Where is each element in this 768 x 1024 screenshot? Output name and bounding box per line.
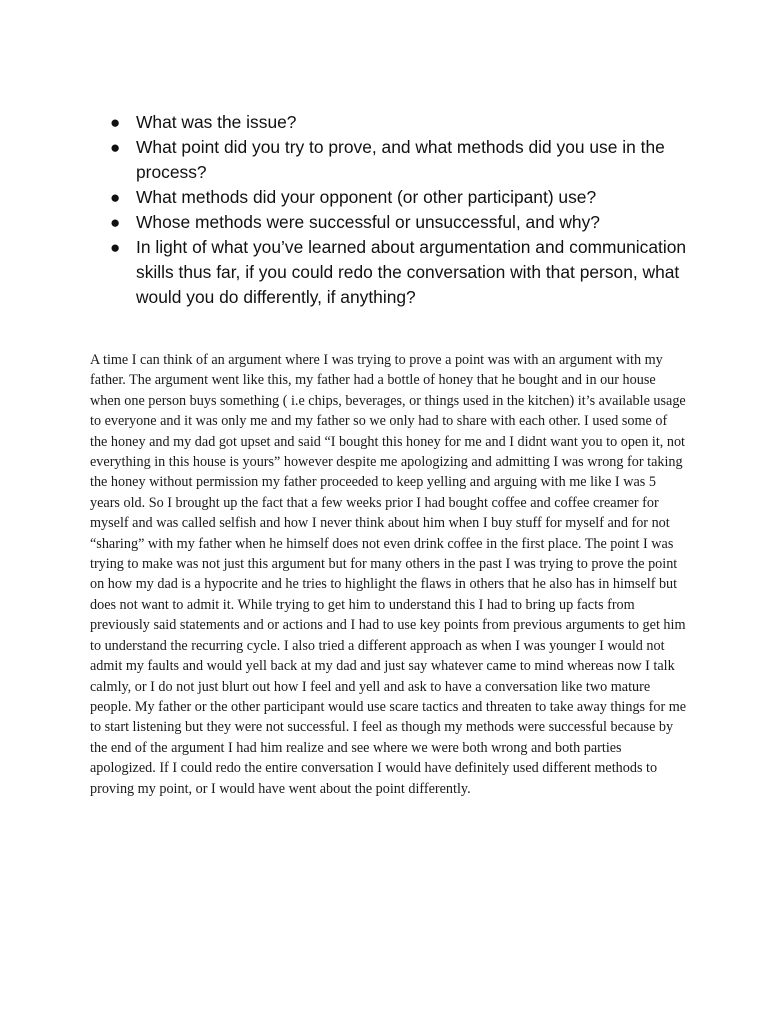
bullet-icon: ● <box>110 238 121 257</box>
question-text: Whose methods were successful or unsuccessful, and why? <box>136 212 600 232</box>
question-text: In light of what you’ve learned about argumentation and communication skills thus far, if you could redo the conversation with that person, what would you do differently, if anything? <box>136 237 687 307</box>
question-list <box>110 110 690 310</box>
question-item <box>110 185 690 210</box>
question-item <box>110 110 690 135</box>
bullet-icon: ● <box>110 113 121 132</box>
question-item <box>110 135 690 185</box>
question-item <box>110 210 690 235</box>
bullet-icon: ● <box>110 138 121 157</box>
bullet-icon: ● <box>110 213 121 232</box>
essay-paragraph: A time I can think of an argument where I was trying to prove a point was with an argument with my father. The argument went like this, my father had a bottle of honey that he bought and in our house when one person buys something ( i.e chips, beverages, or things used in the kitchen) it’s available usage to everyone and it was only me and my father so we only had to share with each other. I used some of the honey and my dad got upset and said “I bought this honey for me and I didnt want you to open it, not everything in this house is yours” however despite me apologizing and admitting I was wrong for taking the honey without permission my father proceeded to keep yelling and arguing with me like I was 5 years old. So I brought up the fact that a few weeks prior I had bought coffee and coffee creamer for myself and was called selfish and how I never think about him when I buy stuff for myself and for not “sharing” with my father when he himself does not even drink coffee in the first place. The point I was trying to make was not just this argument but for many others in the past I was trying to prove the point on how my dad is a hypocrite and he tries to highlight the flaws in others that he also has in himself but does not want to admit it. While trying to get him to understand this I had to bring up facts from previously said statements and or actions and I had to use key points from previous arguments to get him to understand the recurring cycle. I also tried a different approach as when I was younger I would not admit my faults and would yell back at my dad and just say whatever came to mind whereas now I talk calmly, or I do not just blurt out how I feel and yell and ask to have a conversation like two mature people. My father or the other participant would use scare tactics and threaten to take away things for me to start listening but they were not successful. I feel as though my methods were successful because by the end of the argument I had him realize and see where we were both wrong and both parties apologized. If I could redo the entire conversation I would have definitely used different methods to proving my point, or I would have went about the point differently. <box>90 352 687 797</box>
question-text: What point did you try to prove, and what methods did you use in the process? <box>136 137 665 182</box>
question-text: What was the issue? <box>136 112 297 132</box>
question-text: What methods did your opponent (or other participant) use? <box>136 187 597 207</box>
question-item <box>110 235 690 310</box>
bullet-icon: ● <box>110 188 121 207</box>
